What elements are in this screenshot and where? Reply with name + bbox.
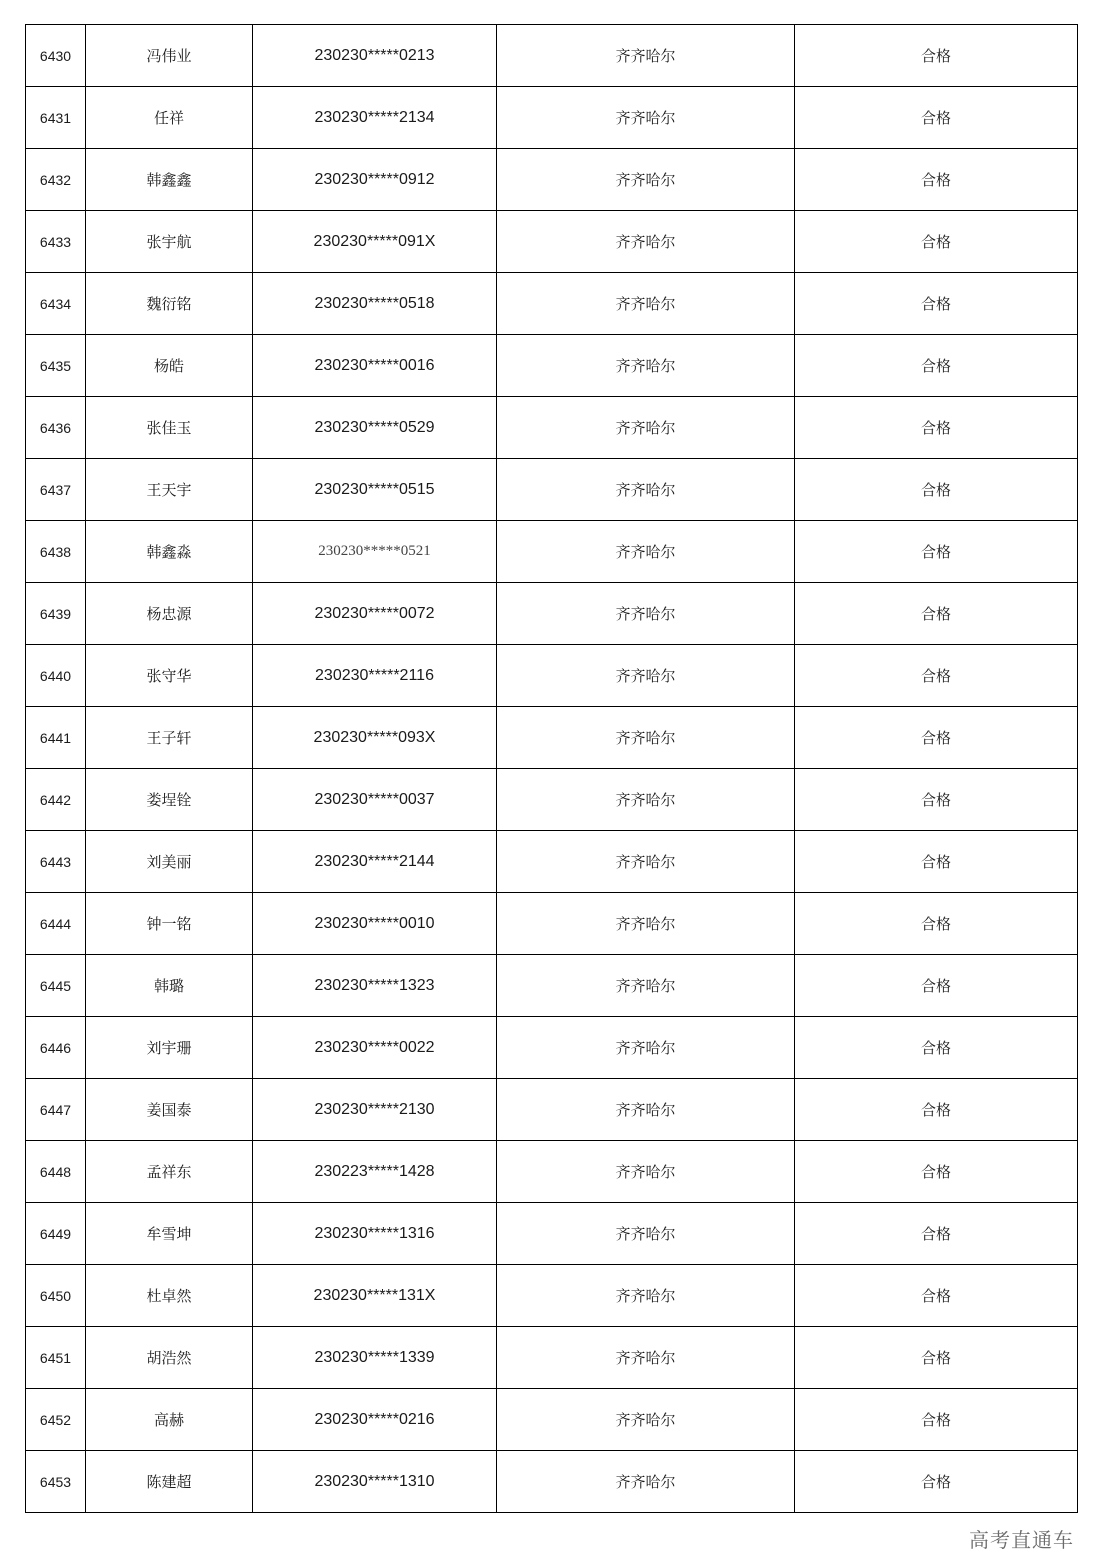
table-row xyxy=(26,1451,1078,1513)
id-number: 230230*****1316 xyxy=(253,1203,497,1265)
person-name: 韩鑫鑫 xyxy=(86,149,253,211)
result-status: 合格 xyxy=(795,25,1078,87)
result-status: 合格 xyxy=(795,1327,1078,1389)
person-name: 杨皓 xyxy=(86,335,253,397)
table-row xyxy=(26,273,1078,335)
region: 齐齐哈尔 xyxy=(497,583,795,645)
table-row xyxy=(26,1203,1078,1265)
person-name: 张守华 xyxy=(86,645,253,707)
table-row xyxy=(26,831,1078,893)
result-status: 合格 xyxy=(795,1141,1078,1203)
id-number: 230223*****1428 xyxy=(253,1141,497,1203)
result-status: 合格 xyxy=(795,955,1078,1017)
result-status: 合格 xyxy=(795,1389,1078,1451)
person-name: 张宇航 xyxy=(86,211,253,273)
result-status: 合格 xyxy=(795,1079,1078,1141)
id-number: 230230*****0022 xyxy=(253,1017,497,1079)
id-number: 230230*****2134 xyxy=(253,87,497,149)
region: 齐齐哈尔 xyxy=(497,1141,795,1203)
region: 齐齐哈尔 xyxy=(497,149,795,211)
row-number: 6430 xyxy=(26,25,86,87)
id-number: 230230*****1339 xyxy=(253,1327,497,1389)
region: 齐齐哈尔 xyxy=(497,1451,795,1513)
result-status: 合格 xyxy=(795,521,1078,583)
id-number: 230230*****093X xyxy=(253,707,497,769)
result-status: 合格 xyxy=(795,397,1078,459)
row-number: 6446 xyxy=(26,1017,86,1079)
table-row xyxy=(26,25,1078,87)
result-status: 合格 xyxy=(795,459,1078,521)
row-number: 6449 xyxy=(26,1203,86,1265)
region: 齐齐哈尔 xyxy=(497,87,795,149)
id-number: 230230*****0010 xyxy=(253,893,497,955)
table-row xyxy=(26,1265,1078,1327)
person-name: 刘美丽 xyxy=(86,831,253,893)
result-status: 合格 xyxy=(795,1265,1078,1327)
row-number: 6432 xyxy=(26,149,86,211)
row-number: 6440 xyxy=(26,645,86,707)
region: 齐齐哈尔 xyxy=(497,707,795,769)
row-number: 6448 xyxy=(26,1141,86,1203)
region: 齐齐哈尔 xyxy=(497,1389,795,1451)
result-status: 合格 xyxy=(795,87,1078,149)
result-status: 合格 xyxy=(795,1203,1078,1265)
result-status: 合格 xyxy=(795,831,1078,893)
person-name: 姜国泰 xyxy=(86,1079,253,1141)
person-name: 孟祥东 xyxy=(86,1141,253,1203)
row-number: 6445 xyxy=(26,955,86,1017)
result-status: 合格 xyxy=(795,149,1078,211)
region: 齐齐哈尔 xyxy=(497,397,795,459)
id-number: 230230*****131X xyxy=(253,1265,497,1327)
person-name: 韩璐 xyxy=(86,955,253,1017)
row-number: 6434 xyxy=(26,273,86,335)
id-number: 230230*****0515 xyxy=(253,459,497,521)
person-name: 冯伟业 xyxy=(86,25,253,87)
row-number: 6452 xyxy=(26,1389,86,1451)
id-number: 230230*****0213 xyxy=(253,25,497,87)
row-number: 6443 xyxy=(26,831,86,893)
row-number: 6436 xyxy=(26,397,86,459)
region: 齐齐哈尔 xyxy=(497,1017,795,1079)
region: 齐齐哈尔 xyxy=(497,1203,795,1265)
region: 齐齐哈尔 xyxy=(497,645,795,707)
result-status: 合格 xyxy=(795,335,1078,397)
id-number: 230230*****0016 xyxy=(253,335,497,397)
table-row xyxy=(26,645,1078,707)
row-number: 6438 xyxy=(26,521,86,583)
person-name: 娄埕铨 xyxy=(86,769,253,831)
table-row xyxy=(26,893,1078,955)
result-status: 合格 xyxy=(795,707,1078,769)
result-status: 合格 xyxy=(795,211,1078,273)
result-status: 合格 xyxy=(795,1451,1078,1513)
id-number: 230230*****1323 xyxy=(253,955,497,1017)
table-row xyxy=(26,521,1078,583)
row-number: 6450 xyxy=(26,1265,86,1327)
row-number: 6431 xyxy=(26,87,86,149)
region: 齐齐哈尔 xyxy=(497,459,795,521)
region: 齐齐哈尔 xyxy=(497,335,795,397)
table-row xyxy=(26,1389,1078,1451)
region: 齐齐哈尔 xyxy=(497,955,795,1017)
table-row xyxy=(26,149,1078,211)
region: 齐齐哈尔 xyxy=(497,1327,795,1389)
table-row xyxy=(26,459,1078,521)
row-number: 6437 xyxy=(26,459,86,521)
row-number: 6435 xyxy=(26,335,86,397)
person-name: 高赫 xyxy=(86,1389,253,1451)
person-name: 张佳玉 xyxy=(86,397,253,459)
id-number: 230230*****0521 xyxy=(253,521,497,583)
id-number: 230230*****0518 xyxy=(253,273,497,335)
table-row xyxy=(26,211,1078,273)
id-number: 230230*****2144 xyxy=(253,831,497,893)
region: 齐齐哈尔 xyxy=(497,1079,795,1141)
row-number: 6453 xyxy=(26,1451,86,1513)
person-name: 王天宇 xyxy=(86,459,253,521)
person-name: 任祥 xyxy=(86,87,253,149)
table-row xyxy=(26,955,1078,1017)
table-row xyxy=(26,1327,1078,1389)
person-name: 魏衍铭 xyxy=(86,273,253,335)
result-status: 合格 xyxy=(795,769,1078,831)
person-name: 刘宇珊 xyxy=(86,1017,253,1079)
id-number: 230230*****0529 xyxy=(253,397,497,459)
id-number: 230230*****0912 xyxy=(253,149,497,211)
region: 齐齐哈尔 xyxy=(497,769,795,831)
table-row xyxy=(26,1141,1078,1203)
id-number: 230230*****1310 xyxy=(253,1451,497,1513)
table-row xyxy=(26,1017,1078,1079)
person-name: 陈建超 xyxy=(86,1451,253,1513)
result-status: 合格 xyxy=(795,273,1078,335)
id-number: 230230*****0037 xyxy=(253,769,497,831)
id-number: 230230*****0072 xyxy=(253,583,497,645)
table-row xyxy=(26,583,1078,645)
watermark-text: 高考直通车 xyxy=(969,1528,1074,1552)
row-number: 6433 xyxy=(26,211,86,273)
id-number: 230230*****2130 xyxy=(253,1079,497,1141)
result-status: 合格 xyxy=(795,583,1078,645)
result-status: 合格 xyxy=(795,893,1078,955)
region: 齐齐哈尔 xyxy=(497,521,795,583)
region: 齐齐哈尔 xyxy=(497,211,795,273)
row-number: 6447 xyxy=(26,1079,86,1141)
region: 齐齐哈尔 xyxy=(497,893,795,955)
table-row xyxy=(26,397,1078,459)
person-name: 王子轩 xyxy=(86,707,253,769)
roster-table xyxy=(25,24,1078,1513)
row-number: 6444 xyxy=(26,893,86,955)
person-name: 杜卓然 xyxy=(86,1265,253,1327)
row-number: 6439 xyxy=(26,583,86,645)
table-row xyxy=(26,769,1078,831)
table-row xyxy=(26,87,1078,149)
person-name: 牟雪坤 xyxy=(86,1203,253,1265)
row-number: 6441 xyxy=(26,707,86,769)
result-status: 合格 xyxy=(795,1017,1078,1079)
region: 齐齐哈尔 xyxy=(497,1265,795,1327)
person-name: 杨忠源 xyxy=(86,583,253,645)
row-number: 6442 xyxy=(26,769,86,831)
person-name: 钟一铭 xyxy=(86,893,253,955)
result-status: 合格 xyxy=(795,645,1078,707)
region: 齐齐哈尔 xyxy=(497,25,795,87)
person-name: 胡浩然 xyxy=(86,1327,253,1389)
region: 齐齐哈尔 xyxy=(497,831,795,893)
id-number: 230230*****0216 xyxy=(253,1389,497,1451)
region: 齐齐哈尔 xyxy=(497,273,795,335)
id-number: 230230*****091X xyxy=(253,211,497,273)
roster-body xyxy=(26,25,1078,1513)
table-row xyxy=(26,707,1078,769)
person-name: 韩鑫淼 xyxy=(86,521,253,583)
id-number: 230230*****2116 xyxy=(253,645,497,707)
row-number: 6451 xyxy=(26,1327,86,1389)
table-row xyxy=(26,335,1078,397)
table-row xyxy=(26,1079,1078,1141)
